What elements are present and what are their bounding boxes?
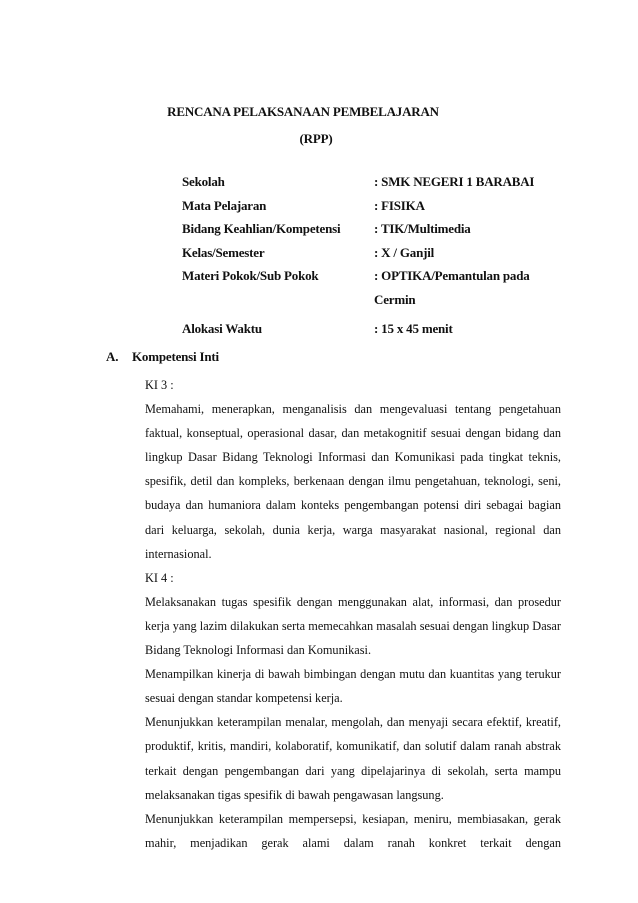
identity-label: Kelas/Semester	[182, 244, 265, 260]
identity-value: : FISIKA	[374, 197, 425, 213]
section-a-content	[145, 373, 561, 855]
ki4-paragraph: Menunjukkan keterampilan mempersepsi, kesiapan, meniru, membiasakan, gerak mahir, menjadikan gerak alami dalam ranah konkret terkait dengan	[145, 811, 561, 850]
ki3-label: KI 3 :	[145, 378, 174, 392]
identity-value: : X / Ganjil	[374, 244, 435, 260]
identity-table	[182, 170, 602, 341]
identity-row-field	[182, 217, 602, 241]
ki4-paragraph: Menunjukkan keterampilan menalar, mengolah, dan menyaji secara efektif, kreatif, produktif, kritis, mandiri, kolaboratif, komunikatif, dan solutif dalam ranah abstrak terkait dengan pengembangan dari yang dipelajarinya di sekolah, serta mampu melaksanakan tigas spesifik di bawah pengawasan langsung.	[145, 715, 561, 802]
identity-label: Sekolah	[182, 174, 225, 189]
identity-value: : OPTIKA/Pemantulan pada Cermin	[374, 268, 530, 307]
identity-value: : 15 x 45 menit	[374, 321, 453, 337]
section-title: Kompetensi Inti	[132, 349, 219, 364]
ki3-paragraph: Memahami, menerapkan, menganalisis dan mengevaluasi tentang pengetahuan faktual, konseptual, operasional dasar, dan metakognitif sesuai dengan bidang dan lingkup Dasar Bidang Teknologi Informasi dan Komunikasi pada tingkat teknis, spesifik, detil dan kompleks, berkenaan dengan ilmu pengetahuan, teknologi, seni, budaya dan humaniora dalam konteks pengembangan potensi diri sebagai bagian dari keluarga, sekolah, dunia kerja, warga masyarakat nasional, regional dan internasional.	[145, 402, 561, 561]
identity-value: : SMK NEGERI 1 BARABAI	[374, 174, 535, 189]
ki4-paragraph: Melaksanakan tugas spesifik dengan menggunakan alat, informasi, dan prosedur kerja yang lazim dilakukan serta memecahkan masalah sesuai dengan lingkup Dasar Bidang Teknologi Informasi dan Komunikasi.	[145, 594, 561, 658]
identity-row-material	[182, 264, 602, 311]
document-subtitle: (RPP)	[299, 131, 333, 146]
identity-label: Materi Pokok/Sub Pokok	[182, 268, 319, 284]
section-a-heading	[106, 349, 219, 365]
identity-value: : TIK/Multimedia	[374, 221, 471, 237]
identity-row-time	[182, 317, 602, 341]
document-title: RENCANA PELAKSANAAN PEMBELAJARAN	[167, 104, 439, 119]
identity-row-class	[182, 241, 602, 265]
identity-row-subject	[182, 194, 602, 218]
identity-row-school	[182, 170, 602, 194]
ki4-paragraph: Menampilkan kinerja di bawah bimbingan dengan mutu dan kuantitas yang terukur sesuai dengan standar kompetensi kerja.	[145, 667, 561, 706]
ki4-label: KI 4 :	[145, 570, 174, 585]
identity-label: Mata Pelajaran	[182, 197, 267, 213]
identity-label: Alokasi Waktu	[182, 321, 262, 337]
identity-label: Bidang Keahlian/Kompetensi	[182, 221, 341, 237]
section-letter: A.	[106, 349, 119, 364]
